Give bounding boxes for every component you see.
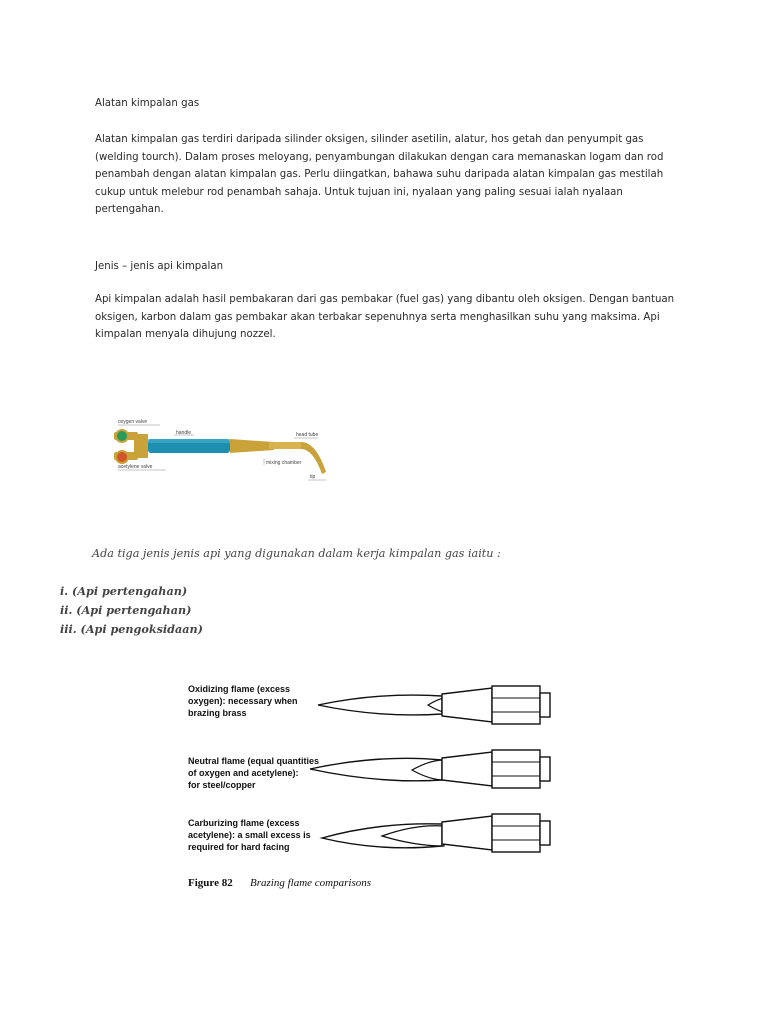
carburizing-flame-diagram [188, 814, 550, 852]
torch-label-acetylene-valve: acetylene valve [118, 464, 153, 470]
intro-italic-text: Ada tiga jenis jenis api yang digunakan dalam kerja kimpalan gas iaitu : [92, 547, 501, 560]
carburizing-label-line: Carburizing flame (excess [188, 818, 300, 828]
torch-label-head-tube: head tube [296, 432, 319, 438]
torch-label-mixing-chamber: mixing chamber [266, 460, 302, 466]
welding-torch-illustration [104, 412, 340, 484]
neutral-flame-diagram [188, 750, 550, 790]
torch-label-handle: handle [176, 430, 192, 436]
carburizing-label-line: acetylene): a small excess is [188, 830, 311, 840]
list-item: ii. (Api pertengahan) [60, 603, 192, 617]
flame-type-list [60, 582, 203, 639]
paragraph-jenis-api [95, 291, 695, 344]
oxidizing-label-line: brazing brass [188, 708, 247, 718]
list-item: iii. (Api pengoksidaan) [60, 622, 203, 636]
valve-block [134, 434, 148, 458]
neutral-label-line: of oxygen and acetylene): [188, 768, 299, 778]
oxidizing-flame-diagram [188, 684, 550, 724]
carburizing-label-line: required for hard facing [188, 842, 290, 852]
paragraph-line: Api kimpalan adalah hasil pembakaran dari gas pembakar (fuel gas) yang dibantu oleh oksigen. Dengan bantuan [95, 294, 675, 305]
figure-caption-number: Figure 82 [188, 877, 233, 889]
paragraph-line: cukup untuk melebur rod penambah sahaja. Untuk tujuan ini, nyalaan yang paling sesuai ialah nyalaan [95, 186, 623, 198]
paragraph-line: pertengahan. [95, 204, 164, 215]
heading-alatan-kimpalan: Alatan kimpalan gas [95, 98, 200, 109]
neutral-label-line: Neutral flame (equal quantities [188, 756, 320, 766]
figure-caption-text: Brazing flame comparisons [250, 877, 371, 889]
oxidizing-label-line: oxygen): necessary when [188, 696, 298, 706]
acetylene-knob [116, 451, 128, 463]
paragraph-line: oksigen, karbon dalam gas pembakar akan terbakar sepenuhnya serta menghasilkan suhu yang maksima. Api [95, 311, 660, 323]
torch-label-oxygen-valve: oxygen valve [118, 419, 148, 425]
mixing-chamber [230, 439, 274, 453]
paragraph-line: penambah dengan alatan kimpalan gas. Perlu diingatkan, bahawa suhu daripada alatan kimpalan gas mestilah [95, 169, 664, 180]
oxygen-knob [116, 430, 128, 442]
list-item: i. (Api pertengahan) [60, 584, 188, 598]
oxidizing-label-line: Oxidizing flame (excess [188, 684, 291, 694]
flame-comparison-figure [180, 680, 580, 890]
neutral-label-line: for steel/copper [188, 780, 256, 790]
paragraph-line: (welding tourch). Dalam proses meloyang, penyambungan dilakukan dengan cara memanaskan logam dan rod [95, 151, 664, 163]
torch-label-tip: tip [310, 474, 316, 480]
paragraph-line: kimpalan menyala dihujung nozzel. [95, 329, 276, 340]
paragraph-line: Alatan kimpalan gas terdiri daripada silinder oksigen, silinder asetilin, alatur, hos getah dan penyumpit gas [95, 134, 644, 145]
torch-tip [301, 442, 326, 474]
head-tube [269, 442, 301, 449]
paragraph-alatan [95, 131, 695, 219]
heading-jenis-api: Jenis – jenis api kimpalan [95, 261, 224, 272]
